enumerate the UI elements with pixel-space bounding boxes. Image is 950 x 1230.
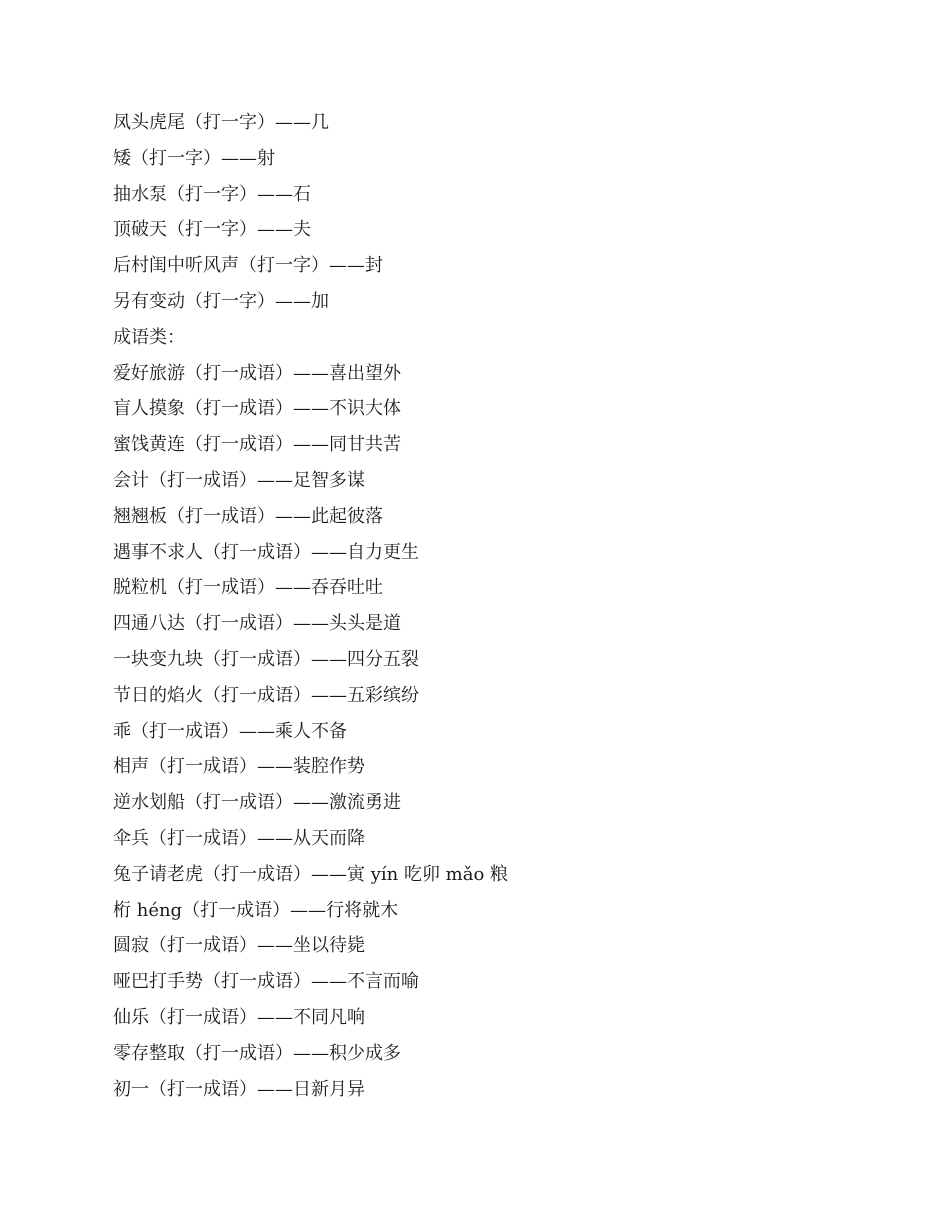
riddle-line: 凤头虎尾（打一字）——几: [113, 112, 329, 133]
riddle-line: 相声（打一成语）——装腔作势: [113, 756, 365, 778]
riddle-line: 逆水划船（打一成语）——激流勇进: [113, 792, 401, 814]
riddle-line: 节日的焰火（打一成语）——五彩缤纷: [113, 684, 419, 706]
riddle-line: 伞兵（打一成语）——从天而降: [113, 827, 365, 849]
riddle-line: 会计（打一成语）——足智多谋: [113, 469, 365, 491]
riddle-line: 盲人摸象（打一成语）——不识大体: [113, 398, 401, 420]
riddle-line: 蜜饯黄连（打一成语）——同甘共苦: [113, 434, 401, 456]
riddle-line: 矮（打一字）——射: [113, 147, 275, 169]
section-heading-idioms: 成语类：: [113, 326, 185, 348]
riddle-line: 翘翘板（打一成语）——此起彼落: [113, 505, 383, 527]
riddle-line: 脱粒机（打一成语）——吞吞吐吐: [113, 577, 383, 599]
riddle-list: [113, 105, 893, 1107]
riddle-line: 兔子请老虎（打一成语）——寅 yín 吃卯 mǎo 粮: [113, 863, 509, 885]
riddle-line: 另有变动（打一字）——加: [113, 290, 329, 312]
riddle-line: 顶破天（打一字）——夫: [113, 219, 311, 241]
riddle-line: 乖（打一成语）——乘人不备: [113, 720, 347, 742]
riddle-line: 抽水泵（打一字）——石: [113, 183, 311, 205]
riddle-line: 哑巴打手势（打一成语）——不言而喻: [113, 971, 419, 993]
riddle-line: 爱好旅游（打一成语）——喜出望外: [113, 362, 401, 384]
riddle-line: 一块变九块（打一成语）——四分五裂: [113, 648, 419, 670]
riddle-line: 仙乐（打一成语）——不同凡响: [113, 1006, 365, 1028]
riddle-line: 四通八达（打一成语）——头头是道: [113, 613, 401, 635]
riddle-line: 初一（打一成语）——日新月异: [113, 1078, 365, 1100]
riddle-line: 遇事不求人（打一成语）——自力更生: [113, 541, 419, 563]
riddle-line: 桁 héng（打一成语）——行将就木: [113, 899, 399, 921]
riddle-line: 后村闺中听风声（打一字）——封: [113, 255, 383, 277]
riddle-line: 零存整取（打一成语）——积少成多: [113, 1042, 401, 1064]
riddle-line: 圆寂（打一成语）——坐以待毙: [113, 935, 365, 957]
